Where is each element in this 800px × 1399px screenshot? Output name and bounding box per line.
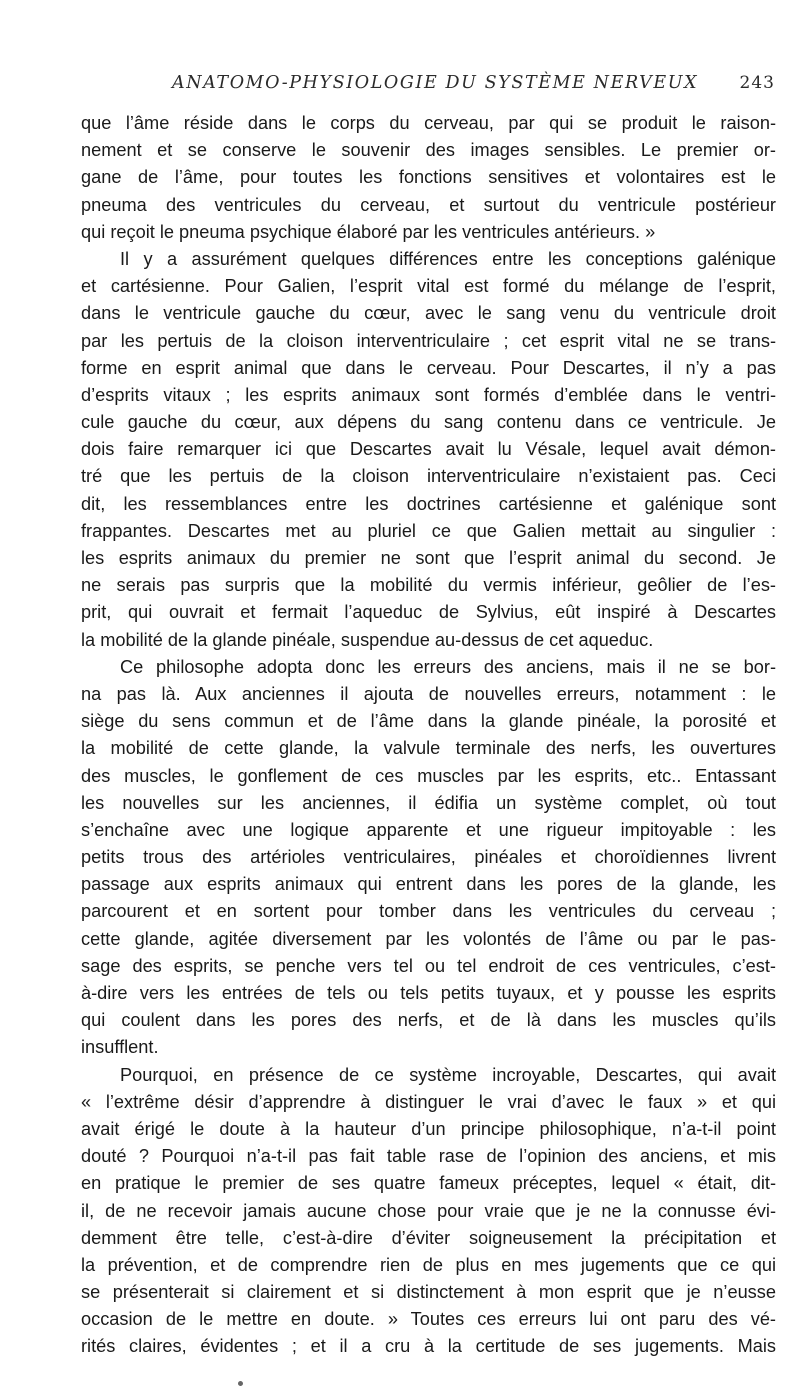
text-line: qui coulent dans les pores des nerfs, et de là dans les muscles qu’ils <box>81 1010 776 1031</box>
text-line: insufflent. <box>81 1037 159 1058</box>
text-line: d’esprits vitaux ; les esprits animaux sont formés d’emblée dans le ventri- <box>81 384 776 405</box>
body-text <box>81 110 776 1361</box>
text-line: tré que les pertuis de la cloison interventriculaire n’existaient pas. Ceci <box>81 466 776 487</box>
text-line: se présenterait si clairement et si distinctement à mon esprit que je n’eusse <box>81 1282 776 1303</box>
text-line: sage des esprits, se penche vers tel ou tel endroit de ces ventricules, c’est- <box>81 955 776 976</box>
running-header <box>80 73 775 103</box>
text-line: Ce philosophe adopta donc les erreurs des anciens, mais il ne se bor- <box>120 656 776 677</box>
text-line: « l’extrême désir d’apprendre à distinguer le vrai d’avec le faux » et qui <box>81 1091 776 1112</box>
text-line: passage aux esprits animaux qui entrent dans les pores de la glande, les <box>81 874 776 895</box>
text-line: gane de l’âme, pour toutes les fonctions sensitives et volontaires est le <box>81 167 776 188</box>
running-title: ANATOMO-PHYSIOLOGIE DU SYSTÈME NERVEUX <box>172 73 699 93</box>
text-line: petits trous des artérioles ventriculaires, pinéales et choroïdiennes livrent <box>81 847 776 868</box>
text-line: qui reçoit le pneuma psychique élaboré par les ventricules antérieurs. » <box>81 221 656 242</box>
text-line: à-dire vers les entrées de tels ou tels petits tuyaux, et y pousse les esprits <box>81 983 776 1003</box>
text-line: siège du sens commun et de l’âme dans la glande pinéale, la porosité et <box>81 711 776 732</box>
ink-speck <box>237 1380 244 1387</box>
text-line: nement et se conserve le souvenir des images sensibles. Le premier or- <box>81 140 776 161</box>
text-line: na pas là. Aux anciennes il ajouta de nouvelles erreurs, notamment : le <box>81 683 776 704</box>
text-line: dois faire remarquer ici que Descartes avait lu Vésale, lequel avait démon- <box>81 439 776 460</box>
text-line: douté ? Pourquoi n’a-t-il pas fait table rase de l’opinion des anciens, et mis <box>81 1146 776 1167</box>
text-line: la mobilité de cette glande, la valvule terminale des nerfs, les ouvertures <box>81 738 776 759</box>
text-line: des muscles, le gonflement de ces muscles par les esprits, etc.. Entassant <box>81 765 776 786</box>
text-line: en pratique le premier de ses quatre fameux préceptes, lequel « était, dit- <box>81 1173 776 1194</box>
text-line: rités claires, évidentes ; et il a cru à la certitude de ses jugements. Mais <box>81 1336 776 1357</box>
text-line: parcourent et en sortent pour tomber dans les ventricules du cerveau ; <box>81 901 776 922</box>
page-number: 243 <box>739 73 775 93</box>
text-line: par les pertuis de la cloison interventriculaire ; cet esprit vital ne se trans- <box>81 330 776 351</box>
text-line: dit, les ressemblances entre les doctrines cartésienne et galénique sont <box>81 493 776 514</box>
text-line: forme en esprit animal que dans le cerveau. Pour Descartes, il n’y a pas <box>81 357 776 378</box>
text-line: frappantes. Descartes met au pluriel ce que Galien mettait au singulier : <box>81 520 776 541</box>
text-line: que l’âme réside dans le corps du cerveau, par qui se produit le raison- <box>81 113 776 133</box>
text-line: et cartésienne. Pour Galien, l’esprit vital est formé du mélange de l’esprit, <box>81 276 776 297</box>
text-line: la mobilité de la glande pinéale, suspendue au-dessus de cet aqueduc. <box>81 629 654 650</box>
text-line: demment être telle, c’est-à-dire d’éviter soigneusement la précipitation et <box>81 1227 776 1248</box>
text-line: avait érigé le doute à la hauteur d’un principe philosophique, n’a-t-il point <box>81 1118 776 1139</box>
text-line: pneuma des ventricules du cerveau, et surtout du ventricule postérieur <box>81 194 776 215</box>
text-line: cule gauche du cœur, aux dépens du sang contenu dans ce ventricule. Je <box>81 412 776 433</box>
text-line: Pourquoi, en présence de ce système incroyable, Descartes, qui avait <box>120 1064 776 1085</box>
text-line: cette glande, agitée diversement par les volontés de l’âme ou par le pas- <box>81 928 776 949</box>
text-line: il, de ne recevoir jamais aucune chose pour vraie que je ne la connusse évi- <box>81 1200 776 1221</box>
text-line: s’enchaîne avec une logique apparente et une rigueur impitoyable : les <box>81 819 776 840</box>
text-line: les nouvelles sur les anciennes, il édifia un système complet, où tout <box>81 792 776 813</box>
text-line: les esprits animaux du premier ne sont que l’esprit animal du second. Je <box>81 548 776 568</box>
text-line: la prévention, et de comprendre rien de plus en mes jugements que ce qui <box>81 1254 776 1275</box>
text-line: dans le ventricule gauche du cœur, avec le sang venu du ventricule droit <box>81 303 776 324</box>
text-line: prit, qui ouvrait et fermait l’aqueduc de Sylvius, eût inspiré à Descartes <box>81 602 776 623</box>
text-line: occasion de le mettre en doute. » Toutes ces erreurs lui ont paru des vé- <box>81 1309 776 1330</box>
text-line: Il y a assurément quelques différences entre les conceptions galénique <box>120 248 776 269</box>
text-line: ne serais pas surpris que la mobilité du vermis inférieur, geôlier de l’es- <box>81 575 776 596</box>
